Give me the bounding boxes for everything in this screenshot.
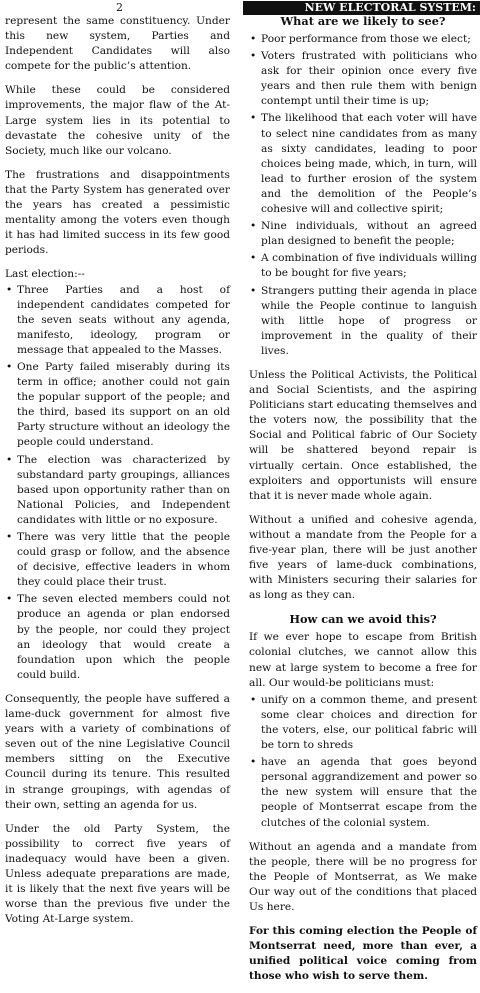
list-item: • The seven elected members could not produce an agenda or plan endorsed by the people, nor could they project an ideology that would create a foundation upon which the people could build. <box>5 592 230 683</box>
section-heading: How can we avoid this? <box>289 612 437 627</box>
closing-paragraph: For this coming election the People of Montserrat need, more than ever, a unified political voice coming from those who wish to serve them. <box>249 925 477 983</box>
bullet-list <box>5 283 230 683</box>
list-item: • The likelihood that each voter will have to select nine candidates from as many as sixty candidates, leading to poor choices being made, which, in turn, will lead to further erosion of the system and the demolition of the People’s cohesive will and collective spirit; <box>249 111 477 217</box>
list-item: • There was very little that the people could grasp or follow, and the absence of decisive, effective leaders in whom they could place their trust. <box>5 530 230 590</box>
right-column <box>249 14 477 993</box>
bullet-list <box>249 32 477 359</box>
list-item: • Voters frustrated with politicians who ask for their opinion once every five years and then rule them with benign contempt until their time is up; <box>249 49 477 109</box>
section-banner: NEW ELECTORAL SYSTEM: <box>243 1 480 15</box>
paragraph: Without a unified and cohesive agenda, without a mandate from the People for a five-year plan, there will be just another five years of lame-duck combinations, with Ministers securing their salaries for as long as they can. <box>249 513 477 602</box>
paragraph: The frustrations and disappointments that the Party System has generated over the years has created a pessimistic mentality among the voters even though it has had limited success in its few good periods. <box>5 168 230 257</box>
section-heading: What are we likely to see? <box>280 14 446 28</box>
paragraph: Last election:-- <box>5 268 85 281</box>
list-item: • A combination of five individuals willing to be bought for five years; <box>249 251 477 281</box>
list-item: • The election was characterized by substandard party groupings, alliances based upon opportunity rather than on National Policies, and Independent candidates with little or no exposure. <box>5 453 230 528</box>
list-item: • unify on a common theme, and present some clear choices and direction for the voters, else, our political fabric will be torn to shreds <box>249 693 477 753</box>
list-item: • Nine individuals, without an agreed plan designed to benefit the people; <box>249 219 477 249</box>
list-item: • Poor performance from those we elect; <box>249 32 477 47</box>
paragraph: If we ever hope to escape from British colonial clutches, we cannot allow this new at large system to become a free for all. Our would-be politicians must: <box>249 631 477 689</box>
list-item: • One Party failed miserably during its term in office; another could not gain the popular support of the people; and the third, based its support on an old Party structure without an ideology the people could understand. <box>5 360 230 451</box>
list-item: • have an agenda that goes beyond personal aggrandizement and power so the new system will ensure that the people of Montserrat escape from the clutches of the colonial system. <box>249 755 477 830</box>
paragraph: Unless the Political Activists, the Political and Social Scientists, and the aspiring Politicians start educating themselves and the voters now, the possibility that the Social and Political fabric of Our Society will be shattered beyond repair is virtually certain. Once established, the exploiters and opportunists will ensure that it is never made whole again. <box>249 368 477 502</box>
left-column <box>5 14 230 936</box>
bullet-list <box>249 693 477 831</box>
list-item: • Strangers putting their agenda in place while the People continue to languish with little hope of progress or improvement in the quality of their lives. <box>249 284 477 359</box>
paragraph: Under the old Party System, the possibility to correct five years of inadequacy would have been a given. Unless adequate preparations are made, it is likely that the next five years will be worse than the previous five under the Voting At-Large system. <box>5 822 230 926</box>
paragraph: While these could be considered improvements, the major flaw of the At-Large system lies in its potential to devastate the cohesive unity of the Society, much like our volcano. <box>5 84 230 157</box>
paragraph: Consequently, the people have suffered a lame-duck government for almost five years with a variety of combinations of seven out of the nine Legislative Council members sitting on the Executive Council during its tenure. This resulted in strange groupings, with agendas of their own, setting an agenda for us. <box>5 692 230 811</box>
page-number: 2 <box>116 1 123 14</box>
paragraph: Without an agenda and a mandate from the people, there will be no progress for the People of Montserrat, as We make Our way out of the conditions that placed Us here. <box>249 840 477 913</box>
list-item: • Three Parties and a host of independent candidates competed for the seven seats without any agenda, manifesto, ideology, program or message that appealed to the Masses. <box>5 283 230 358</box>
paragraph: represent the same constituency. Under this new system, Parties and Independent Candidates will also compete for the public’s attention. <box>5 15 230 73</box>
